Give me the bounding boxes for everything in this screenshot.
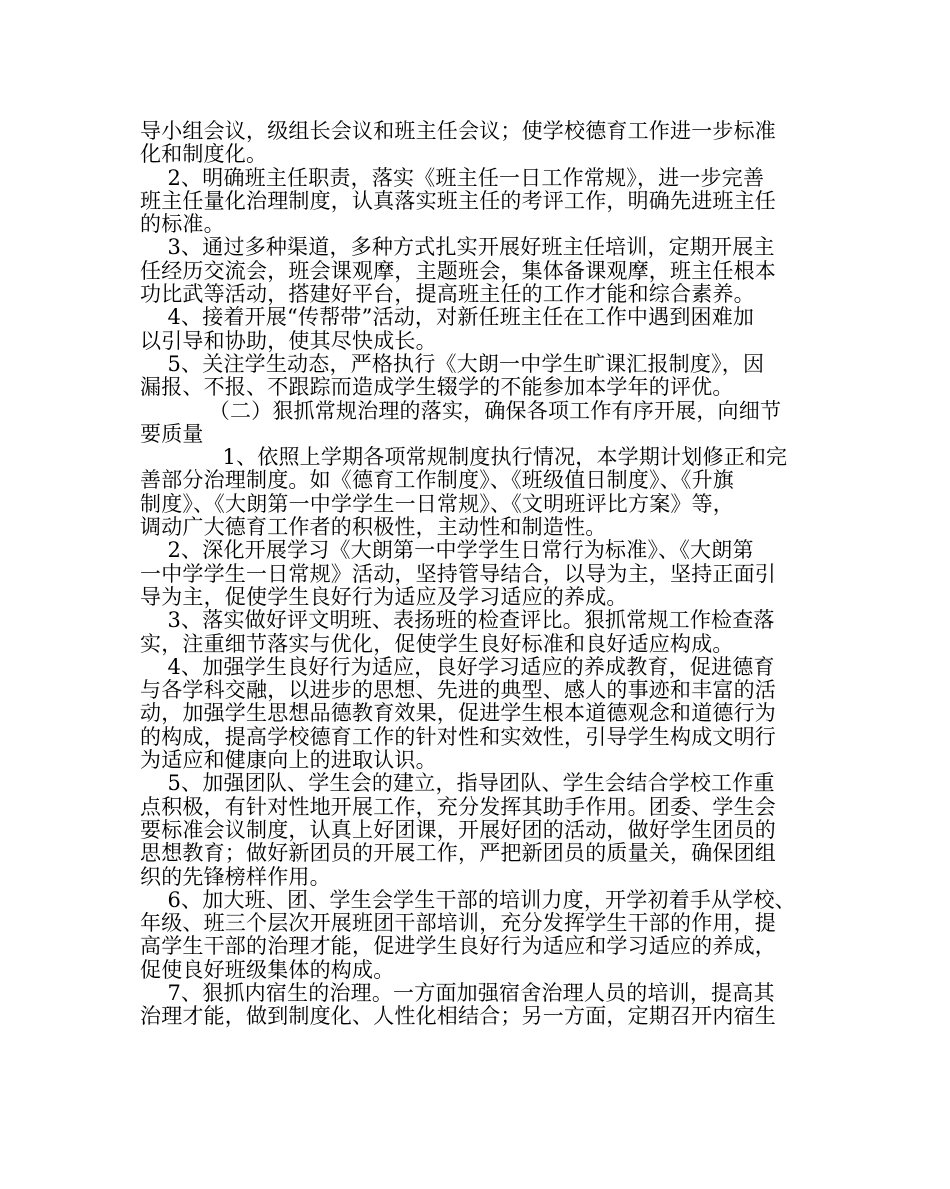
- text-line: 导为主，促使学生良好行为适应及学习适应的养成。: [140, 584, 628, 609]
- text-line: 织的先锋榜样作用。: [140, 864, 331, 889]
- text-line: 化和制度化。: [140, 142, 268, 167]
- text-line: 导小组会议，级组长会议和班主任会议；使学校德育工作进一步标准: [140, 119, 776, 143]
- text-line: 点积极，有针对性地开展工作，充分发挥其助手作用。团委、学生会: [140, 794, 776, 819]
- text-line: 7、狠抓内宿生的治理。一方面加强宿舍治理人员的培训，提高其: [140, 980, 775, 1005]
- text-line: 促使良好班级集体的构成。: [140, 957, 395, 982]
- document-body: [140, 120, 830, 1029]
- text-line: 治理才能，做到制度化、人性化相结合；另一方面，定期召开内宿生: [140, 1004, 776, 1029]
- text-line: 要标准会议制度，认真上好团课，开展好团的活动，做好学生团员的: [140, 817, 776, 842]
- text-line: 制度》、《大朗第一中学学生一日常规》、《文明班评比方案》等，: [140, 491, 734, 516]
- text-line: 以引导和协助，使其尽快成长。: [140, 328, 437, 353]
- text-line: 动，加强学生思想品德教育效果，促进学生根本道德观念和道德行为: [140, 701, 776, 726]
- text-line: 2、明确班主任职责，落实《班主任一日工作常规》，进一步完善: [140, 165, 765, 190]
- text-line: 高学生干部的治理才能，促进学生良好行为适应和学习适应的养成，: [140, 934, 776, 959]
- text-line: 4、接着开展“传帮带”活动，对新任班主任在工作中遇到困难加: [140, 305, 755, 330]
- text-line: 善部分治理制度。如《德育工作制度》、《班级值日制度》、《升旗: [140, 468, 734, 493]
- text-line: 的标准。: [140, 212, 225, 237]
- text-line: 与各学科交融，以进步的思想、先进的典型、感人的事迹和丰富的活: [140, 678, 776, 703]
- text-line: 5、关注学生动态，严格执行《大朗一中学生旷课汇报制度》，因: [140, 351, 765, 376]
- section-heading-line: 要质量: [140, 421, 204, 446]
- text-line: 3、落实做好评文明班、表扬班的检查评比。狠抓常规工作检查落: [140, 608, 775, 633]
- text-line: 1、依照上学期各项常规制度执行情况，本学期计划修正和完: [140, 445, 788, 470]
- text-line: 2、深化开展学习《大朗第一中学学生日常行为标准》、《大朗第: [140, 538, 754, 563]
- text-line: 3、通过多种渠道，多种方式扎实开展好班主任培训，定期开展主: [140, 235, 775, 260]
- text-line: 功比武等活动，搭建好平台，提高班主任的工作才能和综合素养。: [140, 282, 755, 307]
- text-line: 一中学学生一日常规》活动，坚持管导结合，以导为主，坚持正面引: [140, 561, 776, 586]
- text-line: 为适应和健康向上的进取认识。: [140, 748, 437, 773]
- text-line: 班主任量化治理制度，认真落实班主任的考评工作，明确先进班主任: [140, 188, 776, 213]
- text-line: 年级、班三个层次开展班团干部培训，充分发挥学生干部的作用，提: [140, 911, 776, 936]
- text-line: 6、加大班、团、学生会学生干部的培训力度，开学初着手从学校、: [140, 887, 796, 912]
- text-line: 漏报、不报、不跟踪而造成学生辍学的不能参加本学年的评优。: [140, 375, 734, 400]
- text-line: 5、加强团队、学生会的建立，指导团队、学生会结合学校工作重: [140, 771, 775, 796]
- text-line: 的构成，提高学校德育工作的针对性和实效性，引导学生构成文明行: [140, 724, 776, 749]
- text-line: 调动广大德育工作者的积极性，主动性和制造性。: [140, 515, 607, 540]
- section-heading-line: （二）狠抓常规治理的落实，确保各项工作有序开展，向细节: [140, 398, 782, 423]
- text-line: 4、加强学生良好行为适应，良好学习适应的养成教育，促进德育: [140, 654, 775, 679]
- text-line: 思想教育；做好新团员的开展工作，严把新团员的质量关，确保团组: [140, 841, 776, 866]
- text-line: 实，注重细节落实与优化，促使学生良好标准和良好适应构成。: [140, 631, 734, 656]
- text-line: 任经历交流会，班会课观摩，主题班会，集体备课观摩，班主任根本: [140, 258, 776, 283]
